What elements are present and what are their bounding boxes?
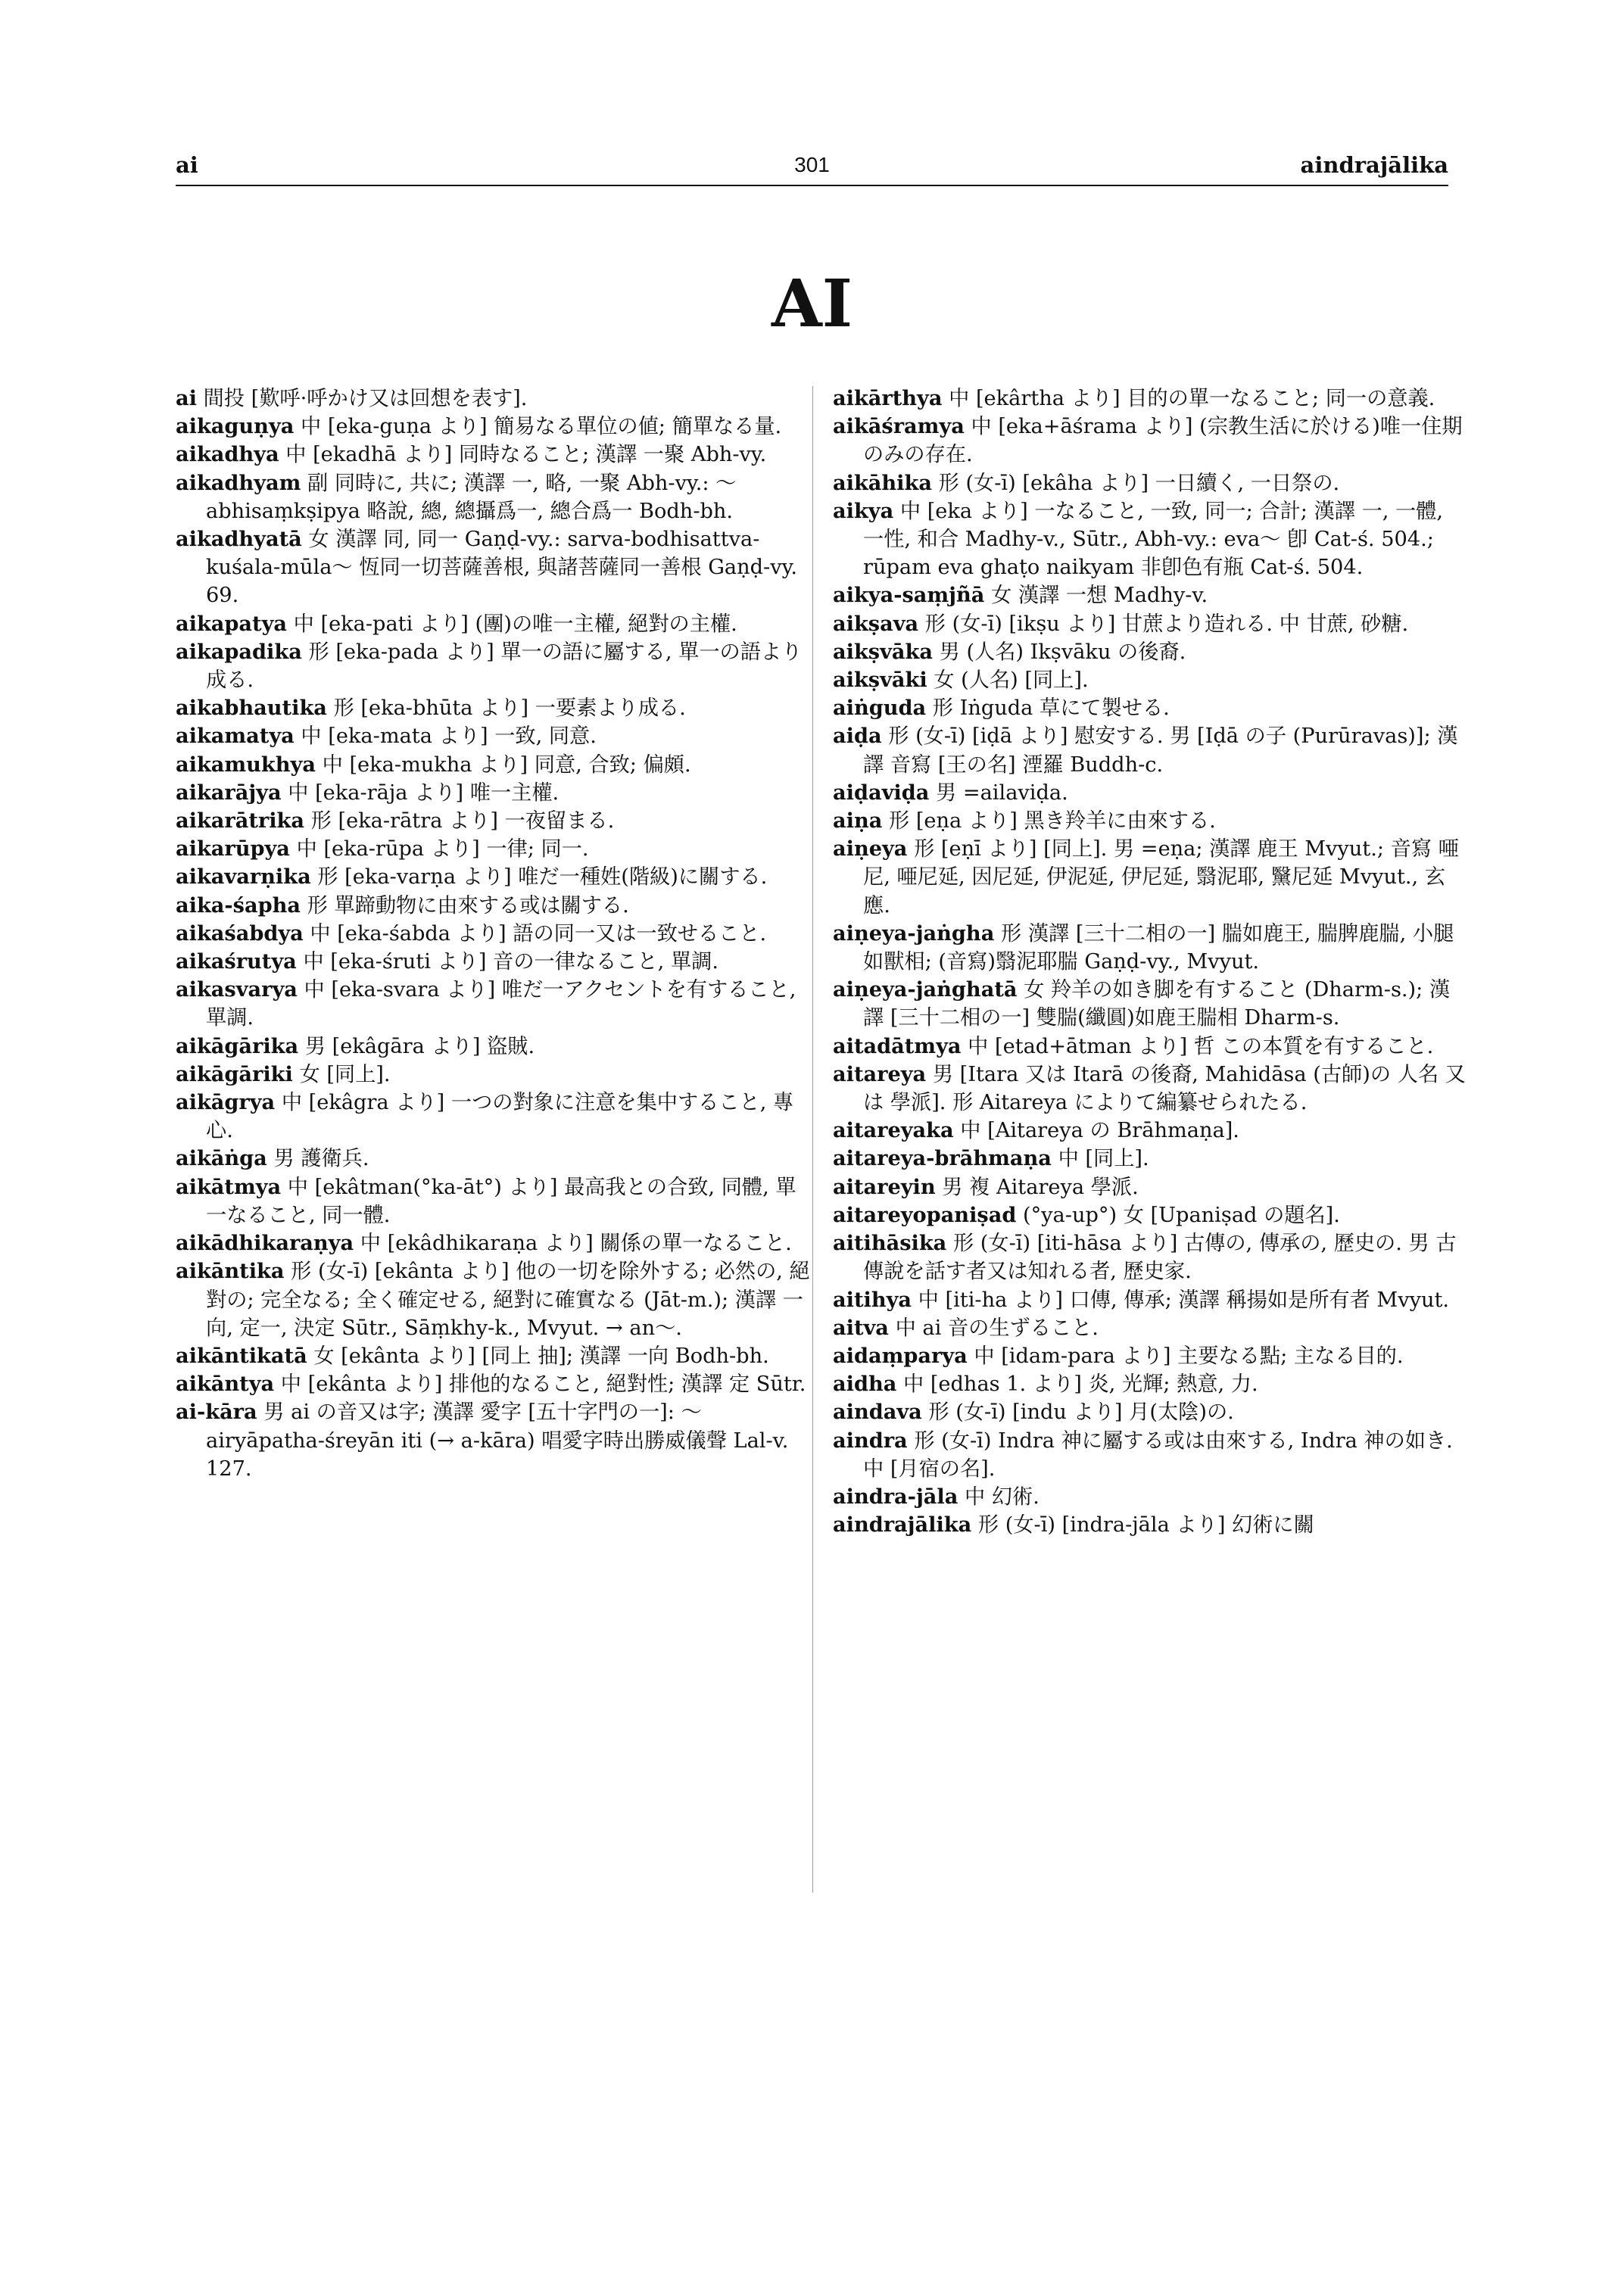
entry-headword: aikāśramya [833,414,965,439]
entry-definition: 中 [ekadhā より] 同時なること; 漢譯 一聚 Abh-vy. [285,443,767,467]
entry-headword: aiṇeya-jaṅghatā [833,977,1018,1002]
entry-headword: aikāntya [176,1372,275,1397]
entry-definition: 中 [Aitareya の Brāhmaṇa]. [960,1119,1239,1143]
entry-definition: 男 複 Aitareya 學派. [942,1175,1139,1199]
dictionary-entry [176,1229,810,1257]
dictionary-entry [833,497,1467,582]
entry-definition: 男 [ekâgāra より] 盜賊. [304,1034,535,1058]
entry-definition: 中 [eka-mukha より] 同意, 合致; 偏頗. [322,752,691,777]
entry-definition: 女 漢譯 同, 同一 Gaṇḍ-vy.: sarva-bodhisattva-kuśala-mūla〜 恆同一切菩薩善根, 與諸菩薩同一善根 Gaṇḍ-vy. 69. [206,528,804,608]
entry-headword: aikadhyatā [176,527,302,552]
entry-headword: aitareyin [833,1174,936,1199]
dictionary-entry [176,525,810,610]
entry-headword: aikāntika [176,1259,285,1284]
dictionary-entry [176,1033,810,1061]
entry-definition: 中 [etad+ātman より] 哲 この本質を有すること. [968,1034,1434,1058]
entry-headword: aitihya [833,1287,912,1312]
entry-headword: aitadātmya [833,1033,962,1058]
dictionary-entry [833,1314,1467,1342]
entry-definition: 男 (人名) Ikṣvāku の後裔. [939,640,1186,664]
header-rule [176,185,1448,186]
entry-definition: 中 [eka-mata より] 一致, 同意. [301,724,597,749]
entry-definition: 中 [edhas 1. より] 炎, 光輝; 熱意, 力. [903,1372,1258,1397]
entry-headword: aidaṃparya [833,1343,968,1368]
entry-definition: 中 [eka-svara より] 唯だ一アクセントを有すること, 單調. [206,978,803,1030]
left-column [176,385,810,1483]
dictionary-entry [833,722,1467,778]
entry-definition: 男 =ailaviḍa. [935,780,1068,805]
dictionary-entry [176,722,810,750]
entry-definition: 形 [eṇa より] 黑き羚羊に由來する. [888,809,1216,833]
entry-definition: 中 [eka-pati より] (團)の唯一主權, 絕對の主權. [293,612,737,636]
dictionary-entry [833,1145,1467,1173]
entry-definition: 形 (女-ī) [iḍā より] 慰安する. 男 [Iḍā の子 (Purūravas)]; 漢譯 音寫 [王の名] 湮羅 Buddh-c. [863,724,1458,777]
dictionary-entry [833,976,1467,1032]
entry-headword: aikaśrutya [176,949,297,974]
dictionary-entry [833,610,1467,638]
entry-definition: 形 [eka-bhūta より] 一要素より成る. [333,696,686,721]
entry-headword: aitareya-brāhmaṇa [833,1146,1052,1171]
dictionary-entry [833,1427,1467,1483]
entry-headword: aindra-jāla [833,1484,959,1509]
entry-definition: 副 同時に, 共に; 漢譯 一, 略, 一聚 Abh-vy.: 〜 abhisaṃkṣipya 略說, 總, 總攝爲一, 總合爲一 Bodh-bh. [206,471,743,523]
entry-definition: 中 [同上]. [1058,1147,1149,1171]
entry-definition: 女 漢譯 一想 Madhy-v. [991,584,1208,608]
dictionary-entry [833,1511,1467,1539]
entry-definition: 形 [eka-rātra より] 一夜留まる. [310,809,615,833]
entry-headword: aitareya [833,1061,927,1086]
entry-headword: aikarūpya [176,837,290,861]
entry-headword: aikamatya [176,724,295,749]
entry-definition: 形 [eṇī より] [同上]. 男 =eṇa; 漢譯 鹿王 Mvyut.; 音寫 唖尼, 唖尼延, 因尼延, 伊泥延, 伊尼延, 翳泥耶, 黳尼延 Mvyut., 玄應. [863,837,1459,918]
entry-headword: aika-śapha [176,893,301,918]
dictionary-entry [833,694,1467,722]
entry-definition: 形 (女-ī) [ikṣu より] 甘蔗より造れる. 中 甘蔗, 砂糖. [924,612,1409,636]
entry-headword: aitareyaka [833,1118,954,1143]
entry-headword: aikṣava [833,611,919,636]
right-column [833,385,1467,1539]
entry-headword: aikāgārika [176,1033,299,1058]
dictionary-entry [176,779,810,807]
dictionary-entry [176,385,810,413]
dictionary-entry [176,835,810,863]
entry-definition: 形 Iṅguda 草にて製せる. [932,696,1170,721]
dictionary-entry [833,835,1467,920]
entry-headword: aikṣvāka [833,639,933,664]
running-head-first-word: ai [176,152,198,178]
entry-definition: 中 [idam-para より] 主要なる點; 主なる目的. [974,1344,1404,1368]
entry-definition: 間投 [歎呼·呼かけ又は回想を表す]. [203,387,528,410]
entry-definition: 中 [eka-rūpa より] 一律; 同一. [296,837,589,861]
entry-definition: 形 (女-ī) [ekânta より] 他の一切を除外する; 必然の, 絕對の; 完全なる; 全く確定せる, 絕對に確實なる (Jāt-m.); 漢譯 一向, 定一, 決定 Sūtr., Sāṃkhy-k., Mvyut. → an〜. [206,1260,810,1340]
dictionary-entry [176,1089,810,1145]
entry-headword: aikāntikatā [176,1343,307,1368]
entry-definition: 形 (女-ī) [indu より] 月(太陰)の. [928,1400,1234,1425]
entry-definition: 中 [ekâgra より] 一つの對象に注意を集中すること, 專心. [206,1091,794,1143]
entry-headword: aikadhyam [176,470,301,495]
entry-headword: aikāgrya [176,1090,276,1115]
entry-headword: aikarātrika [176,808,305,833]
entry-headword: aitva [833,1315,889,1340]
dictionary-entry [176,976,810,1032]
entry-headword: ai [176,386,197,410]
entry-headword: aikātmya [176,1174,282,1199]
dictionary-entry [176,1061,810,1089]
entry-headword: aikapatya [176,611,287,636]
entry-headword: aikapadika [176,639,302,664]
entry-definition: 形 單蹄動物に由來する或は關する. [307,893,629,918]
dictionary-entry [833,1229,1467,1285]
entry-headword: ai-kāra [176,1400,257,1425]
dictionary-entry [833,581,1467,609]
dictionary-entry [833,413,1467,469]
entry-definition: 中 [eka-śruti より] 音の一律なること, 單調. [303,950,718,974]
dictionary-entry [833,1398,1467,1426]
entry-definition: 中 [ekâdhikaraṇa より] 關係の單一なること. [360,1232,792,1256]
entry-headword: aikavarṇika [176,865,311,889]
entry-definition: 女 [同上]. [299,1062,391,1086]
dictionary-entry [176,807,810,835]
dictionary-entry [176,1342,810,1370]
entry-headword: aikabhautika [176,696,327,721]
entry-definition: (°ya-up°) 女 [Upaniṣad の題名]. [1022,1203,1340,1227]
dictionary-entry [176,863,810,891]
dictionary-entry [176,1145,810,1173]
dictionary-entry [833,1370,1467,1398]
dictionary-entry [833,469,1467,497]
dictionary-entry [176,610,810,638]
entry-headword: aikaśabdya [176,921,304,946]
entry-definition: 中 [ekânta より] 排他的なること, 絕對性; 漢譯 定 Sūtr. [280,1372,806,1397]
entry-definition: 形 (女-ī) [iti-hāsa より] 古傳の, 傳承の, 歷史の. 男 古傳說を話す者又は知れる者, 歷史家. [863,1232,1457,1284]
dictionary-entry [833,807,1467,835]
dictionary-entry [833,385,1467,413]
entry-definition: 中 [iti-ha より] 口傳, 傳承; 漢譯 稱揚如是所有者 Mvyut. [918,1288,1450,1312]
dictionary-entry [833,1173,1467,1201]
entry-definition: 女 [ekânta より] [同上 抽]; 漢譯 一向 Bodh-bh. [313,1344,769,1368]
entry-headword: aikṣvāki [833,668,927,693]
entry-headword: aindrajālika [833,1513,972,1537]
entry-definition: 中 幻術. [965,1485,1040,1509]
entry-definition: 女 羚羊の如き脚を有すること (Dharm-s.); 漢譯 [三十二相の一] 雙腨(纖圓)如鹿王腨相 Dharm-s. [863,978,1451,1030]
entry-headword: aikya [833,498,894,523]
entry-headword: aiḍa [833,724,882,749]
entry-headword: aikādhikaraṇya [176,1231,354,1256]
entry-headword: aikasvarya [176,977,298,1002]
entry-definition: 男 護衛兵. [273,1147,369,1171]
entry-headword: aiṅguda [833,696,927,721]
entry-headword: aitareyopaniṣad [833,1202,1017,1227]
entry-headword: aikadhya [176,442,279,467]
entry-definition: 男 [Itara 又は Itarā の後裔, Mahidāsa (古師)の 人名 又は 學派]. 形 Aitareya によりて編纂せられたる. [863,1062,1466,1115]
entry-headword: aiṇeya [833,837,908,861]
dictionary-entry [176,1398,810,1483]
dictionary-entry [833,779,1467,807]
entry-headword: aitihāsika [833,1231,947,1256]
entry-headword: aiṇa [833,808,883,833]
entry-definition: 中 [eka より] 一なること, 一致, 同一; 合計; 漢譯 一, 一體, 一性, 和合 Madhy-v., Sūtr., Abh-vy.: eva〜 卽 Cat-ś. 504.; rūpam eva ghaṭo naikyam 非卽色有瓶 Cat-ś. 504. [863,499,1450,580]
page-number: 301 [794,153,830,176]
entry-definition: 中 ai 音の生ずること. [895,1316,1099,1340]
dictionary-entry [176,1257,810,1342]
entry-definition: 形 (女-ī) Indra 神に屬する或は由來する, Indra 神の如き. 中 [月宿の名]. [863,1428,1460,1481]
dictionary-entry [833,1286,1467,1314]
dictionary-entry [176,413,810,441]
entry-headword: aikarājya [176,780,282,805]
dictionary-entry [176,441,810,469]
entry-definition: 男 ai の音又は字; 漢譯 愛字 [五十字門の一]: 〜 airyāpatha-śreyān iti (→ a-kāra) 唱愛字時出勝威儀聲 Lal-v. 127. [206,1400,796,1481]
entry-definition: 形 (女-ī) [indra-jāla より] 幻術に關 [977,1513,1314,1537]
dictionary-entry [176,751,810,779]
entry-headword: aiḍaviḍa [833,780,930,805]
entry-headword: aikāgāriki [176,1061,293,1086]
dictionary-entry [176,469,810,525]
running-head-last-word: aindrajālika [1300,152,1448,178]
entry-definition: 形 [eka-pada より] 單一の語に屬する, 單一の語より成る. [206,640,803,693]
dictionary-entry [176,1370,810,1398]
entry-headword: aikāhika [833,470,932,495]
dictionary-entry [176,638,810,694]
entry-definition: 中 [eka-śabda より] 語の同一又は一致せること. [310,921,767,946]
dictionary-entry [833,638,1467,666]
entry-headword: aindra [833,1428,908,1453]
entry-definition: 中 [ekârtha より] 目的の單一なること; 同一の意義. [949,387,1435,410]
column-divider [812,386,813,1893]
dictionary-entry [833,666,1467,694]
dictionary-entry [176,892,810,920]
dictionary-entry [176,694,810,722]
dictionary-entry [833,920,1467,976]
entry-headword: aiṇeya-jaṅgha [833,921,995,946]
section-title: AI [771,266,853,342]
entry-headword: aikaguṇya [176,414,295,439]
entry-headword: aikārthya [833,386,943,410]
dictionary-entry [176,1173,810,1229]
dictionary-entry [833,1117,1467,1145]
dictionary-entry [833,1033,1467,1061]
entry-definition: 形 漢譯 [三十二相の一] 腨如鹿王, 腨脾鹿腨, 小腿如獸相; (音寫)翳泥耶腨 Gaṇḍ-vy., Mvyut. [863,921,1454,974]
dictionary-entry [176,920,810,948]
dictionary-entry [833,1061,1467,1117]
running-head [176,148,1448,182]
entry-definition: 形 (女-ī) [ekâha より] 一日續く, 一日祭の. [938,471,1340,495]
entry-headword: aindava [833,1400,922,1425]
entry-definition: 形 [eka-varṇa より] 唯だ一種姓(階級)に關する. [317,865,768,889]
dictionary-entry [833,1342,1467,1370]
entry-headword: aikya-saṃjñā [833,583,985,608]
entry-definition: 女 (人名) [同上]. [934,668,1089,693]
dictionary-entry [176,948,810,976]
entry-definition: 中 [eka+āśrama より] (宗教生活に於ける)唯一住期のみの存在. [863,415,1463,467]
dictionary-entry [833,1201,1467,1229]
entry-headword: aidha [833,1372,897,1397]
entry-headword: aikāṅga [176,1146,267,1171]
entry-definition: 中 [ekâtman(°ka-āt°) より] 最高我との合致, 同體, 單一なること, 同一體. [206,1175,796,1227]
entry-definition: 中 [eka-guṇa より] 簡易なる單位の値; 簡單なる量. [301,415,782,439]
entry-headword: aikamukhya [176,752,316,777]
entry-definition: 中 [eka-rāja より] 唯一主權. [288,780,560,805]
dictionary-entry [833,1483,1467,1511]
